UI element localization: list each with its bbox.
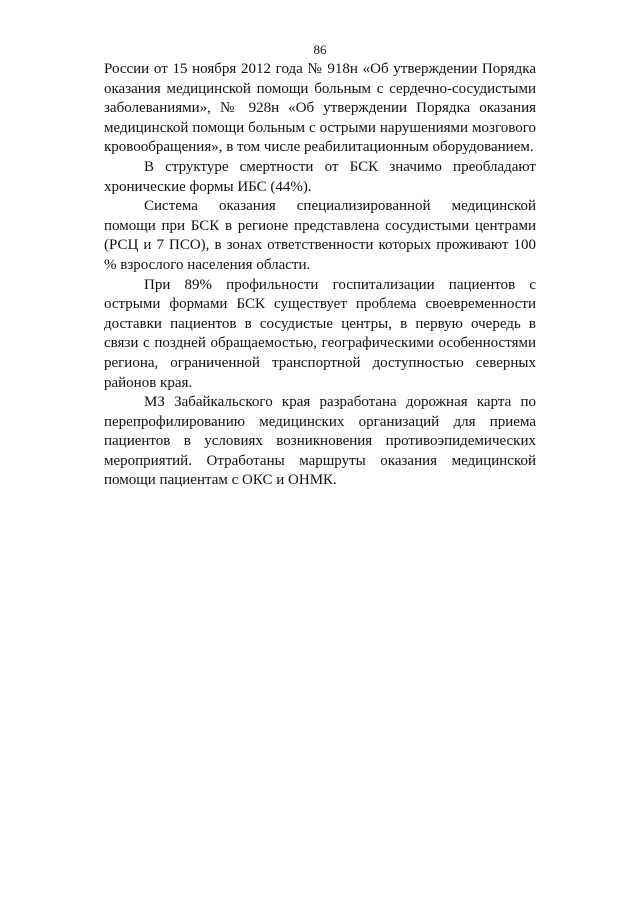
paragraph-mortality-structure: В структуре смертности от БСК значимо преобладают хронические формы ИБС (44%). [104,158,536,195]
paragraph-hospitalization: При 89% профильности госпитализации пациентов с острыми формами БСК существует проблема своевременности доставки пациентов в сосудистые центры, в первую очередь в связи с поздней обращаемостью, географическими особенностями региона, ограниченной транспортной доступностью северных районов края. [104,276,536,391]
page-number: 86 [313,42,327,57]
paragraph-continuation: России от 15 ноября 2012 года № 918н «Об утверждении Порядка оказания медицинской помощи больным с сердечно-сосудистыми заболеваниями», № 928н «Об утверждении Порядка оказания медицинской помощи больным с острыми нарушениями мозгового кровообращения», в том числе реабилитационным оборудованием. [104,61,536,156]
document-body [104,60,536,491]
paragraph-roadmap: МЗ Забайкальского края разработана дорожная карта по перепрофилированию медицинских организаций для приема пациентов в условиях возникновения противоэпидемических мероприятий. Отработаны маршруты оказания медицинской помощи пациентам с ОКС и ОНМК. [104,394,536,489]
paragraph-care-system: Система оказания специализированной медицинской помощи при БСК в регионе представлена сосудистыми центрами (РСЦ и 7 ПСО), в зонах ответственности которых проживают 100 % взрослого населения области. [104,198,536,273]
